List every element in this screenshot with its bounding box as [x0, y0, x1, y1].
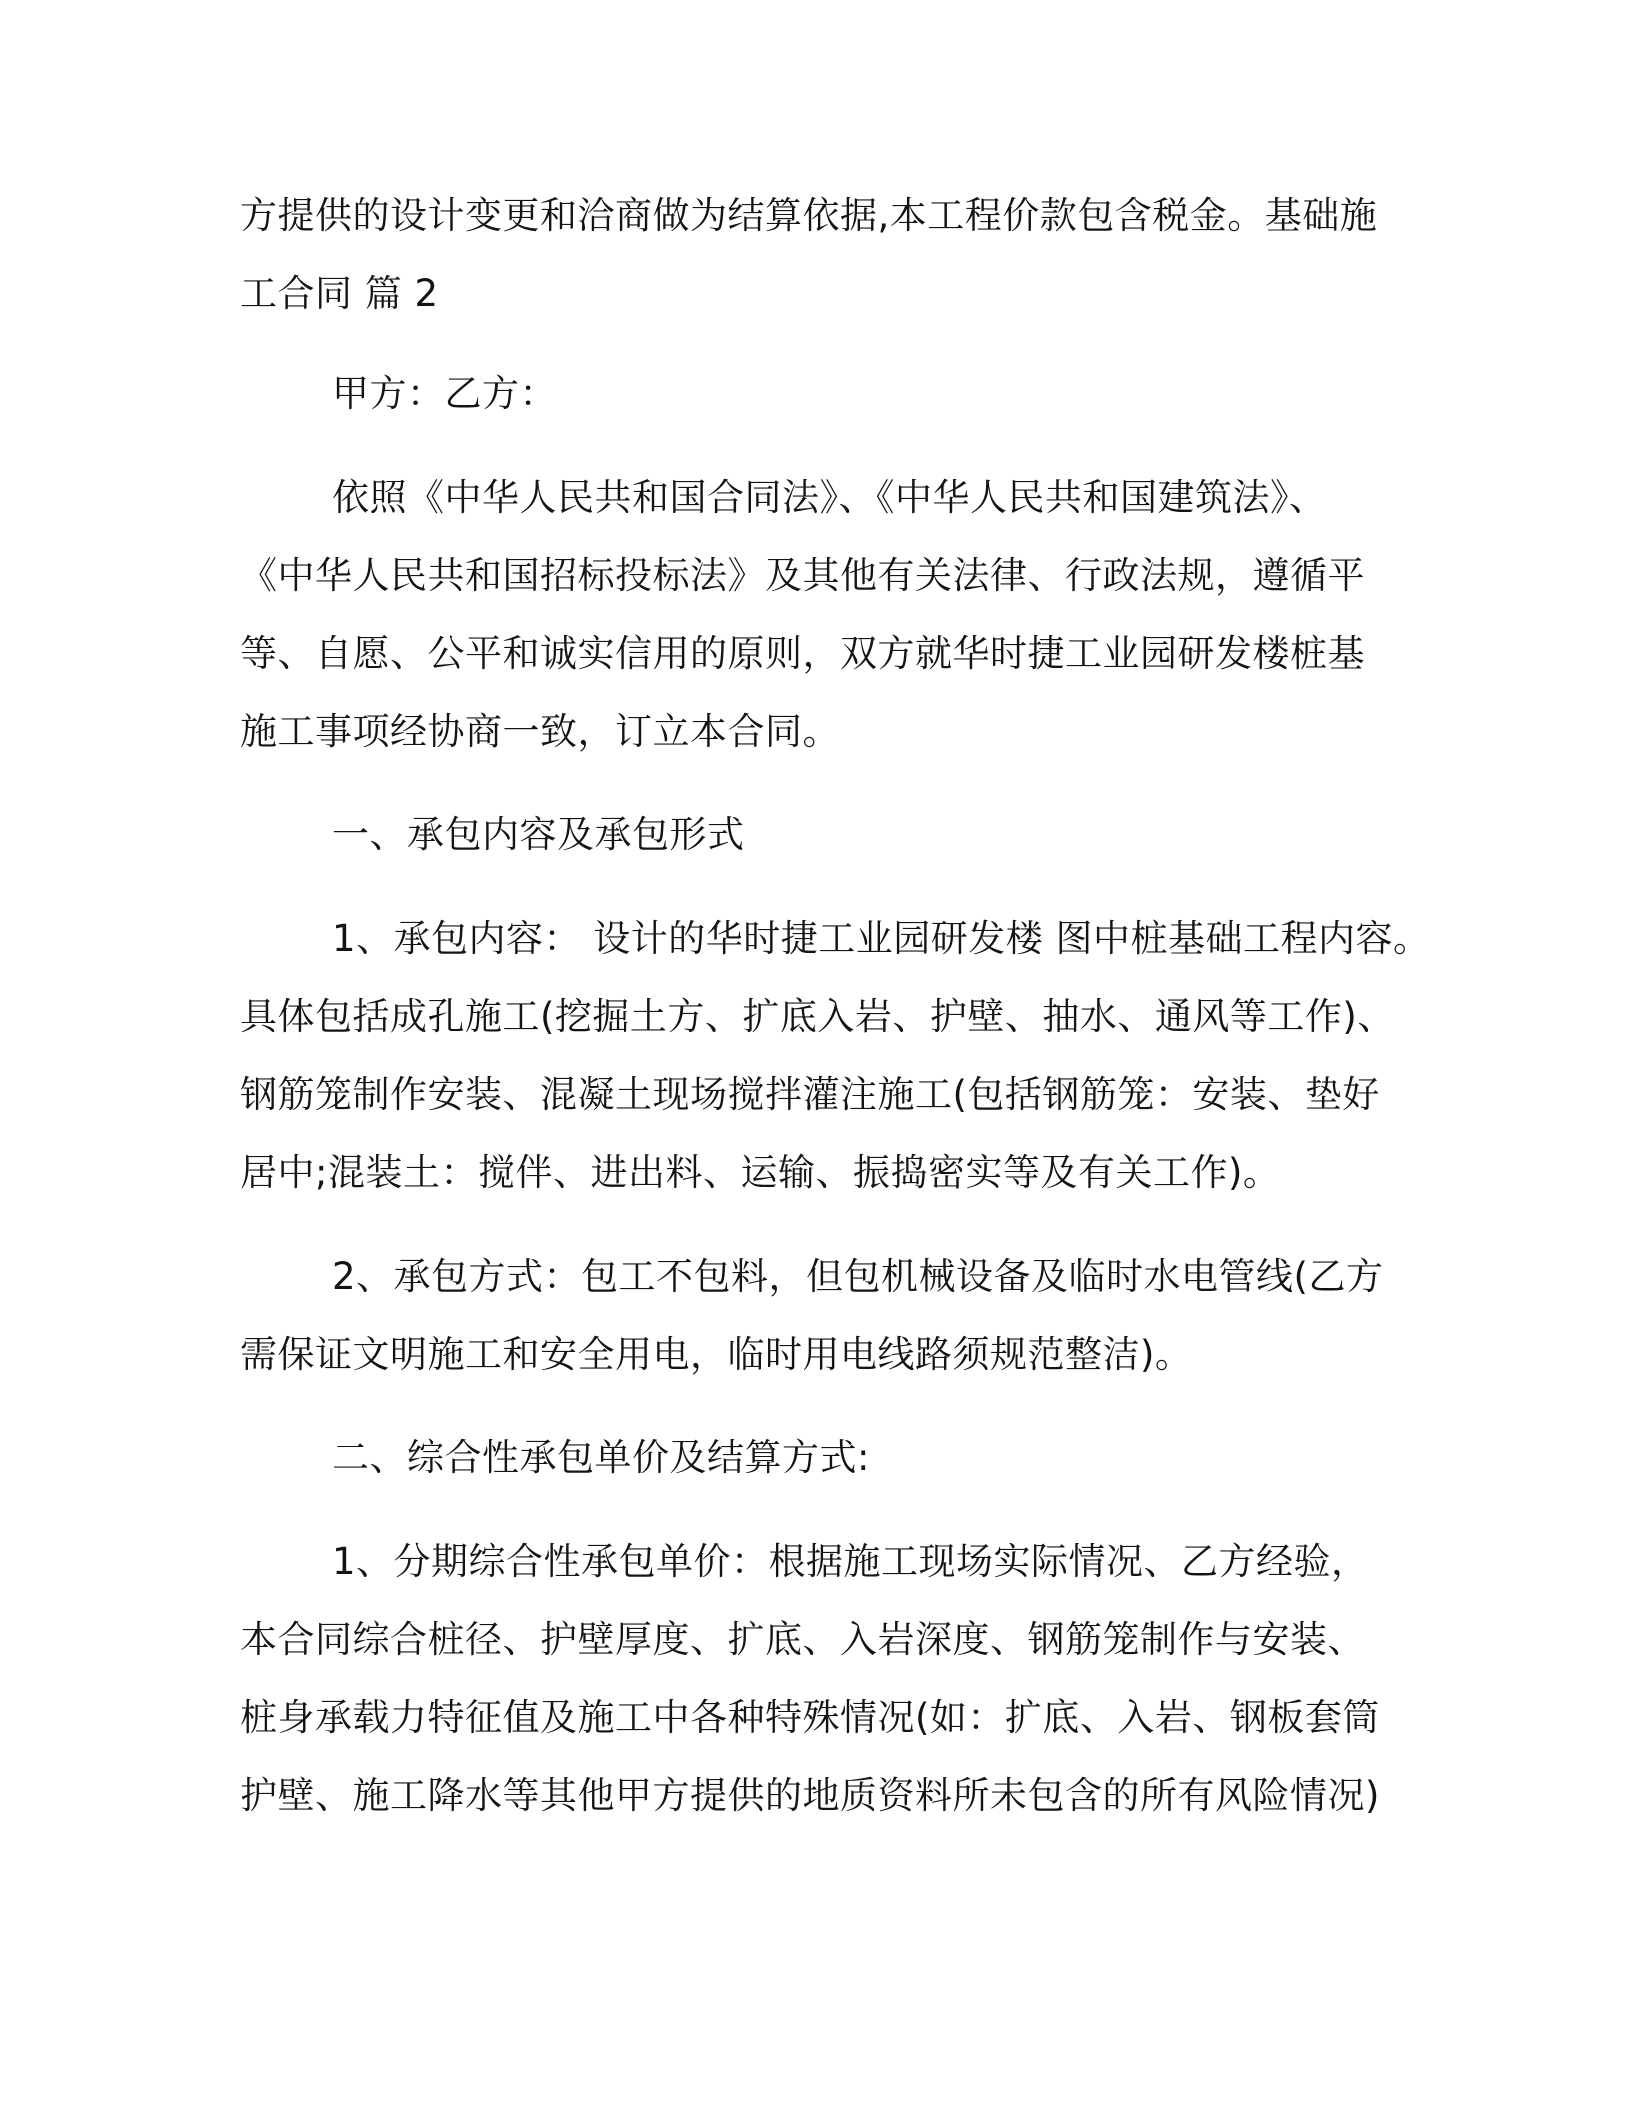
text-line: 依照《中华人民共和国合同法》、《中华人民共和国建筑法》、: [332, 476, 1327, 519]
parties-line: 甲方：乙方：: [332, 372, 557, 415]
section-heading: 二、综合性承包单价及结算方式:: [332, 1436, 870, 1479]
text-line: 具体包括成孔施工(挖掘土方、扩底入岩、护壁、抽水、通风等工作)、: [240, 995, 1395, 1038]
text-line: 工合同 篇 2: [240, 272, 439, 315]
text-line: 1、分期综合性承包单价：根据施工现场实际情况、乙方经验，: [332, 1540, 1369, 1583]
text-line: 居中;混装土：搅伴、进出料、运输、振捣密实等及有关工作)。: [240, 1151, 1281, 1194]
text-line: 《中华人民共和国招标投标法》及其他有关法律、行政法规，遵循平: [240, 554, 1365, 597]
text-line: 需保证文明施工和安全用电，临时用电线路须规范整洁)。: [240, 1333, 1193, 1376]
text-line: 1、承包内容： 设计的华时捷工业园研发楼 图中桩基础工程内容。: [332, 917, 1431, 960]
text-line: 施工事项经协商一致，订立本合同。: [240, 710, 840, 753]
text-line: 钢筋笼制作安装、混凝土现场搅拌灌注施工(包括钢筋笼：安装、垫好: [240, 1073, 1380, 1116]
text-line: 本合同综合桩径、护壁厚度、扩底、入岩深度、钢筋笼制作与安装、: [240, 1618, 1365, 1661]
text-line: 2、承包方式：包工不包料，但包机械设备及临时水电管线(乙方: [332, 1255, 1384, 1298]
text-line: 桩身承载力特征值及施工中各种特殊情况(如：扩底、入岩、钢板套筒: [240, 1696, 1380, 1739]
text-line: 方提供的设计变更和洽商做为结算依据,本工程价款包含税金。基础施: [240, 194, 1378, 237]
text-line: 等、自愿、公平和诚实信用的原则，双方就华时捷工业园研发楼桩基: [240, 632, 1365, 675]
section-heading: 一、承包内容及承包形式: [332, 813, 745, 856]
text-line: 护壁、施工降水等其他甲方提供的地质资料所未包含的所有风险情况): [240, 1774, 1380, 1817]
